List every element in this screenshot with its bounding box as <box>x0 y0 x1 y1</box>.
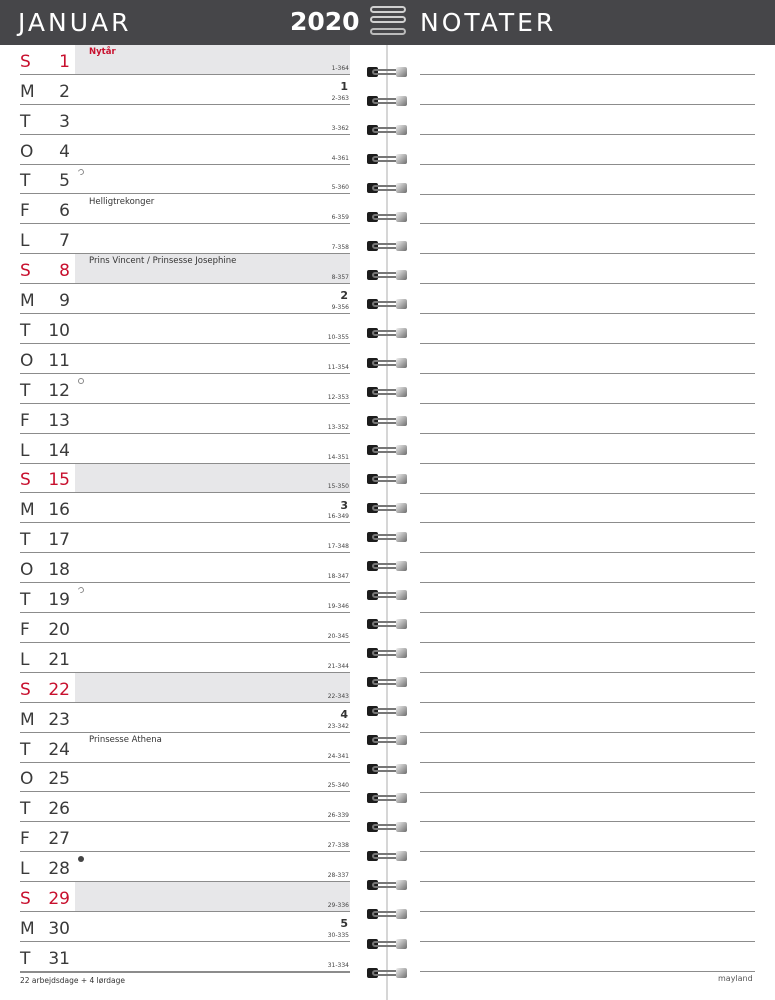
week-number: 2 <box>340 289 348 303</box>
day-row <box>0 135 360 165</box>
month-title: JANUAR <box>18 8 132 37</box>
day-row <box>0 793 360 823</box>
day-row <box>0 434 360 464</box>
weekday-letter: O <box>20 350 34 371</box>
day-row <box>0 733 360 763</box>
day-row <box>0 314 360 344</box>
binding-ring <box>365 64 409 80</box>
day-number: 6 <box>59 201 70 222</box>
weekday-letter: M <box>20 81 35 102</box>
day-number: 25 <box>48 769 70 790</box>
week-number: 4 <box>340 707 348 721</box>
day-row <box>0 882 360 912</box>
day-number: 12 <box>48 380 70 401</box>
day-row <box>0 75 360 105</box>
day-row <box>0 165 360 195</box>
day-of-year-count: 18-347 <box>327 573 349 581</box>
day-row <box>0 344 360 374</box>
day-number: 27 <box>48 829 70 850</box>
day-row <box>0 374 360 404</box>
day-row <box>0 912 360 942</box>
note-line[interactable] <box>420 642 755 643</box>
day-of-year-count: 31-334 <box>327 961 349 969</box>
day-row <box>0 703 360 733</box>
year-title: 2020 <box>290 7 360 36</box>
weekday-letter: F <box>20 829 30 850</box>
day-cell[interactable] <box>75 374 350 404</box>
weekday-letter: T <box>20 799 31 820</box>
brand-logo: mayland <box>718 974 753 983</box>
week-number: 3 <box>340 498 348 512</box>
binding-ring <box>365 761 409 777</box>
binding-ring <box>365 93 409 109</box>
day-of-year-count: 30-335 <box>327 931 349 939</box>
day-of-year-count: 15-350 <box>327 483 349 491</box>
day-row <box>0 284 360 314</box>
weekday-letter: T <box>20 739 31 760</box>
day-cell[interactable] <box>75 882 350 912</box>
day-row <box>0 942 360 972</box>
weekday-letter: M <box>20 500 35 521</box>
day-row <box>0 254 360 284</box>
day-of-year-count: 27-338 <box>327 842 349 850</box>
day-of-year-count: 13-352 <box>327 423 349 431</box>
day-cell[interactable] <box>75 673 350 703</box>
note-line[interactable] <box>420 971 755 972</box>
day-cell[interactable] <box>75 553 350 583</box>
day-cell[interactable] <box>75 45 350 75</box>
day-row <box>0 105 360 135</box>
day-cell[interactable] <box>75 404 350 434</box>
binding-ring <box>365 790 409 806</box>
day-row <box>0 553 360 583</box>
binding-ring <box>365 703 409 719</box>
weekday-letter: L <box>20 231 30 252</box>
day-number: 5 <box>59 171 70 192</box>
day-row <box>0 404 360 434</box>
binding-ring <box>365 674 409 690</box>
weekday-letter: T <box>20 171 31 192</box>
day-of-year-count: 29-336 <box>327 902 349 910</box>
note-line[interactable] <box>420 223 755 224</box>
day-of-year-count: 24-341 <box>327 752 349 760</box>
holiday-label: Nytår <box>89 47 116 57</box>
day-cell[interactable] <box>75 344 350 374</box>
note-line[interactable] <box>420 672 755 673</box>
day-number: 8 <box>59 261 70 282</box>
binding-ring <box>365 180 409 196</box>
footer-divider <box>20 972 350 973</box>
weekday-letter: L <box>20 859 30 880</box>
day-cell[interactable] <box>75 284 350 314</box>
week-number: 5 <box>340 917 348 931</box>
binding-ring <box>365 906 409 922</box>
day-number: 30 <box>48 918 70 939</box>
weekday-letter: O <box>20 560 34 581</box>
day-cell[interactable] <box>75 75 350 105</box>
weekday-letter: M <box>20 709 35 730</box>
weekday-letter: O <box>20 769 34 790</box>
note-line[interactable] <box>420 582 755 583</box>
holiday-label: Prinsesse Athena <box>89 734 162 745</box>
binding-ring <box>365 471 409 487</box>
day-number: 11 <box>48 350 70 371</box>
note-line[interactable] <box>420 104 755 105</box>
note-line[interactable] <box>420 373 755 374</box>
binding-ring <box>365 587 409 603</box>
note-line[interactable] <box>420 493 755 494</box>
weekday-letter: T <box>20 948 31 969</box>
binding-ring <box>365 848 409 864</box>
binding-ring <box>365 965 409 981</box>
day-of-year-count: 21-344 <box>327 662 349 670</box>
day-number: 9 <box>59 291 70 312</box>
note-line[interactable] <box>420 164 755 165</box>
day-of-year-count: 4-361 <box>331 154 349 162</box>
day-row <box>0 852 360 882</box>
holiday-label: Prins Vincent / Prinsesse Josephine <box>89 256 237 267</box>
day-row <box>0 195 360 225</box>
binding-ring <box>365 384 409 400</box>
day-number: 28 <box>48 859 70 880</box>
binding-ring <box>365 529 409 545</box>
binding-ring <box>365 267 409 283</box>
weekday-letter: T <box>20 380 31 401</box>
day-number: 17 <box>48 530 70 551</box>
day-row <box>0 643 360 673</box>
day-of-year-count: 17-348 <box>327 543 349 551</box>
note-line[interactable] <box>420 612 755 613</box>
weekday-letter: M <box>20 291 35 312</box>
day-of-year-count: 11-354 <box>327 363 349 371</box>
binding-ring <box>365 558 409 574</box>
day-cell[interactable] <box>75 643 350 673</box>
weekday-letter: S <box>20 51 31 72</box>
day-of-year-count: 28-337 <box>327 872 349 880</box>
binding-ring <box>365 413 409 429</box>
day-of-year-count: 7-358 <box>331 244 349 252</box>
day-cell[interactable] <box>75 135 350 165</box>
day-number: 1 <box>59 51 70 72</box>
note-line[interactable] <box>420 313 755 314</box>
day-cell[interactable] <box>75 464 350 494</box>
day-number: 23 <box>48 709 70 730</box>
binding-ring <box>365 296 409 312</box>
binding-ring <box>365 819 409 835</box>
note-line[interactable] <box>420 941 755 942</box>
binding-ring <box>365 500 409 516</box>
weekday-letter: M <box>20 918 35 939</box>
day-number: 15 <box>48 470 70 491</box>
day-row <box>0 45 360 75</box>
binding-ring <box>365 122 409 138</box>
binding-ring <box>365 645 409 661</box>
day-cell[interactable] <box>75 613 350 643</box>
day-row <box>0 523 360 553</box>
day-number: 7 <box>59 231 70 252</box>
binding-ring <box>365 616 409 632</box>
day-row <box>0 763 360 793</box>
day-cell[interactable] <box>75 494 350 524</box>
weekday-letter: T <box>20 530 31 551</box>
note-line[interactable] <box>420 851 755 852</box>
weekday-letter: O <box>20 141 34 162</box>
day-of-year-count: 1-364 <box>331 64 349 72</box>
day-of-year-count: 10-355 <box>327 333 349 341</box>
notes-title: NOTATER <box>420 8 557 37</box>
day-of-year-count: 26-339 <box>327 812 349 820</box>
day-cell[interactable] <box>75 434 350 464</box>
day-of-year-count: 23-342 <box>327 722 349 730</box>
note-line[interactable] <box>420 821 755 822</box>
day-of-year-count: 5-360 <box>331 184 349 192</box>
day-of-year-count: 6-359 <box>331 214 349 222</box>
day-number: 26 <box>48 799 70 820</box>
weekday-letter: F <box>20 410 30 431</box>
day-cell[interactable] <box>75 105 350 135</box>
day-of-year-count: 9-356 <box>331 304 349 312</box>
note-line[interactable] <box>420 253 755 254</box>
note-line[interactable] <box>420 732 755 733</box>
day-row <box>0 673 360 703</box>
day-of-year-count: 12-353 <box>327 393 349 401</box>
note-line[interactable] <box>420 911 755 912</box>
day-cell[interactable] <box>75 703 350 733</box>
day-cell[interactable] <box>75 523 350 553</box>
day-row <box>0 464 360 494</box>
weekday-letter: T <box>20 590 31 611</box>
weekday-letter: S <box>20 261 31 282</box>
note-line[interactable] <box>420 522 755 523</box>
day-number: 2 <box>59 81 70 102</box>
top-binding-coil <box>366 6 410 44</box>
day-of-year-count: 8-357 <box>331 274 349 282</box>
day-row <box>0 613 360 643</box>
day-row <box>0 583 360 613</box>
weekday-letter: L <box>20 649 30 670</box>
weekday-letter: S <box>20 470 31 491</box>
day-number: 19 <box>48 590 70 611</box>
day-cell[interactable] <box>75 852 350 882</box>
weekday-letter: S <box>20 679 31 700</box>
day-number: 21 <box>48 649 70 670</box>
day-cell[interactable] <box>75 942 350 972</box>
day-number: 22 <box>48 679 70 700</box>
day-of-year-count: 20-345 <box>327 632 349 640</box>
binding-ring <box>365 325 409 341</box>
day-number: 31 <box>48 948 70 969</box>
day-number: 14 <box>48 440 70 461</box>
day-cell[interactable] <box>75 583 350 613</box>
note-line[interactable] <box>420 881 755 882</box>
day-number: 13 <box>48 410 70 431</box>
day-cell[interactable] <box>75 822 350 852</box>
binding-ring <box>365 151 409 167</box>
day-number: 3 <box>59 111 70 132</box>
day-row <box>0 224 360 254</box>
day-of-year-count: 3-362 <box>331 124 349 132</box>
weekday-letter: S <box>20 889 31 910</box>
day-number: 4 <box>59 141 70 162</box>
day-cell[interactable] <box>75 793 350 823</box>
note-line[interactable] <box>420 552 755 553</box>
weekday-letter: T <box>20 111 31 132</box>
day-cell[interactable] <box>75 314 350 344</box>
day-number: 20 <box>48 619 70 640</box>
day-number: 16 <box>48 500 70 521</box>
binding-ring <box>365 732 409 748</box>
workday-summary: 22 arbejdsdage + 4 lørdage <box>20 976 126 985</box>
day-of-year-count: 16-349 <box>327 513 349 521</box>
week-number: 1 <box>340 79 348 93</box>
binding-ring <box>365 936 409 952</box>
day-cell[interactable] <box>75 165 350 195</box>
day-number: 18 <box>48 560 70 581</box>
day-of-year-count: 2-363 <box>331 94 349 102</box>
day-row <box>0 822 360 852</box>
day-of-year-count: 25-340 <box>327 782 349 790</box>
day-of-year-count: 19-346 <box>327 603 349 611</box>
note-line[interactable] <box>420 403 755 404</box>
note-line[interactable] <box>420 433 755 434</box>
binding-ring <box>365 877 409 893</box>
day-cell[interactable] <box>75 912 350 942</box>
weekday-letter: T <box>20 320 31 341</box>
day-of-year-count: 22-343 <box>327 692 349 700</box>
note-line[interactable] <box>420 343 755 344</box>
day-of-year-count: 14-351 <box>327 453 349 461</box>
note-line[interactable] <box>420 463 755 464</box>
note-line[interactable] <box>420 74 755 75</box>
weekday-letter: F <box>20 201 30 222</box>
note-line[interactable] <box>420 792 755 793</box>
note-line[interactable] <box>420 702 755 703</box>
day-number: 10 <box>48 320 70 341</box>
day-cell[interactable] <box>75 763 350 793</box>
day-cell[interactable] <box>75 224 350 254</box>
binding-ring <box>365 442 409 458</box>
day-number: 24 <box>48 739 70 760</box>
note-line[interactable] <box>420 194 755 195</box>
moon-phase-full-icon <box>78 378 84 384</box>
holiday-label: Helligtrekonger <box>89 196 155 207</box>
weekday-letter: F <box>20 619 30 640</box>
binding-ring <box>365 238 409 254</box>
binding-ring <box>365 209 409 225</box>
day-number: 29 <box>48 889 70 910</box>
note-line[interactable] <box>420 134 755 135</box>
note-line[interactable] <box>420 762 755 763</box>
day-row <box>0 494 360 524</box>
note-line[interactable] <box>420 283 755 284</box>
binding-ring <box>365 355 409 371</box>
weekday-letter: L <box>20 440 30 461</box>
